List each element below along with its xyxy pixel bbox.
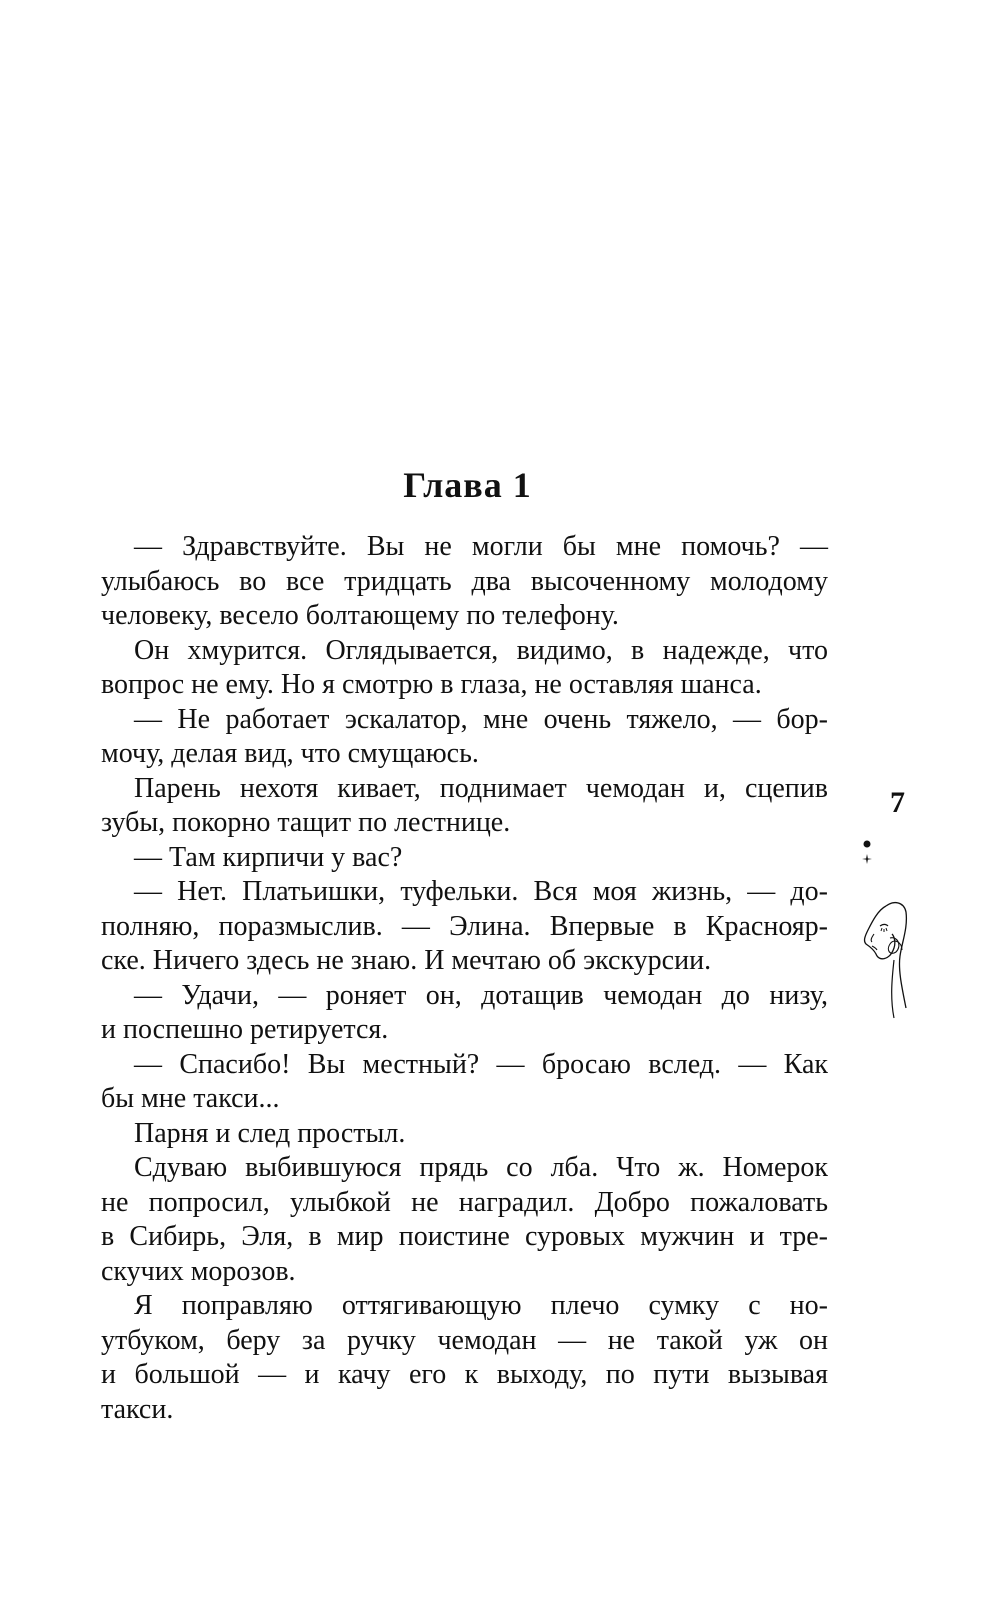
face-line-art-icon <box>850 838 930 1038</box>
text-line: полняю, поразмыслив. — Элина. Впервые в Краснояр- <box>101 910 828 942</box>
text-line: ске. Ничего здесь не знаю. И мечтаю об экскурсии. <box>101 945 712 976</box>
chapter-title: Глава 1 <box>403 465 532 505</box>
face-nose-lips <box>871 934 877 950</box>
face-outline <box>865 906 895 959</box>
face-neck <box>892 960 894 1018</box>
text-line: такси. <box>101 1393 174 1425</box>
text-line: улыбаюсь во все тридцать два высоченному молодому <box>101 565 828 597</box>
text-line: человеку, весело болтающему по телефону. <box>101 600 619 631</box>
text-line: — Не работает эскалатор, мне очень тяжело, — бор- <box>134 703 828 735</box>
text-line: — Здравствуйте. Вы не могли бы мне помочь? — <box>134 531 828 562</box>
text-line: и поспешно ретируется. <box>101 1014 389 1045</box>
ornament-dot-large <box>864 841 871 848</box>
face-eyelash <box>881 928 887 932</box>
text-line: — Спасибо! Вы местный? — бросаю вслед. — Как <box>134 1048 828 1080</box>
text-line: вопрос не ему. Но я смотрю в глаза, не оставляя шанса. <box>101 669 762 700</box>
text-line: мочу, делая вид, что смущаюсь. <box>101 738 479 769</box>
text-line: — Нет. Платьишки, туфельки. Вся моя жизнь, — до- <box>134 876 828 907</box>
page-number: 7 <box>890 786 905 819</box>
text-line: Я поправляю оттягивающую плечо сумку с но- <box>134 1290 828 1321</box>
text-line: — Удачи, — роняет он, дотащив чемодан до низу, <box>134 979 828 1011</box>
face-eye <box>880 925 888 927</box>
chapter-body <box>101 530 828 1427</box>
text-line: Парень нехотя кивает, поднимает чемодан и, сцепив <box>134 772 828 804</box>
ornament-star-small <box>862 854 872 864</box>
text-line: Сдуваю выбившуюся прядь со лба. Что ж. Номерок <box>134 1152 828 1183</box>
text-line: — Там кирпичи у вас? <box>134 841 403 873</box>
text-line: Он хмурится. Оглядывается, видимо, в надежде, что <box>134 634 828 666</box>
text-line: утбуком, беру за ручку чемодан — не такой уж он <box>101 1324 828 1356</box>
text-line: бы мне такси... <box>101 1083 280 1114</box>
text-line: зубы, покорно тащит по лестнице. <box>101 807 511 838</box>
text-line: Парня и след простыл. <box>134 1117 406 1149</box>
text-line: в Сибирь, Эля, в мир поистине суровых мужчин и тре- <box>101 1221 828 1252</box>
text-line: и большой — и качу его к выходу, по пути вызывая <box>101 1359 828 1390</box>
text-line: не попросил, улыбкой не наградил. Добро пожаловать <box>101 1186 828 1218</box>
text-line: скучих морозов. <box>101 1255 296 1287</box>
